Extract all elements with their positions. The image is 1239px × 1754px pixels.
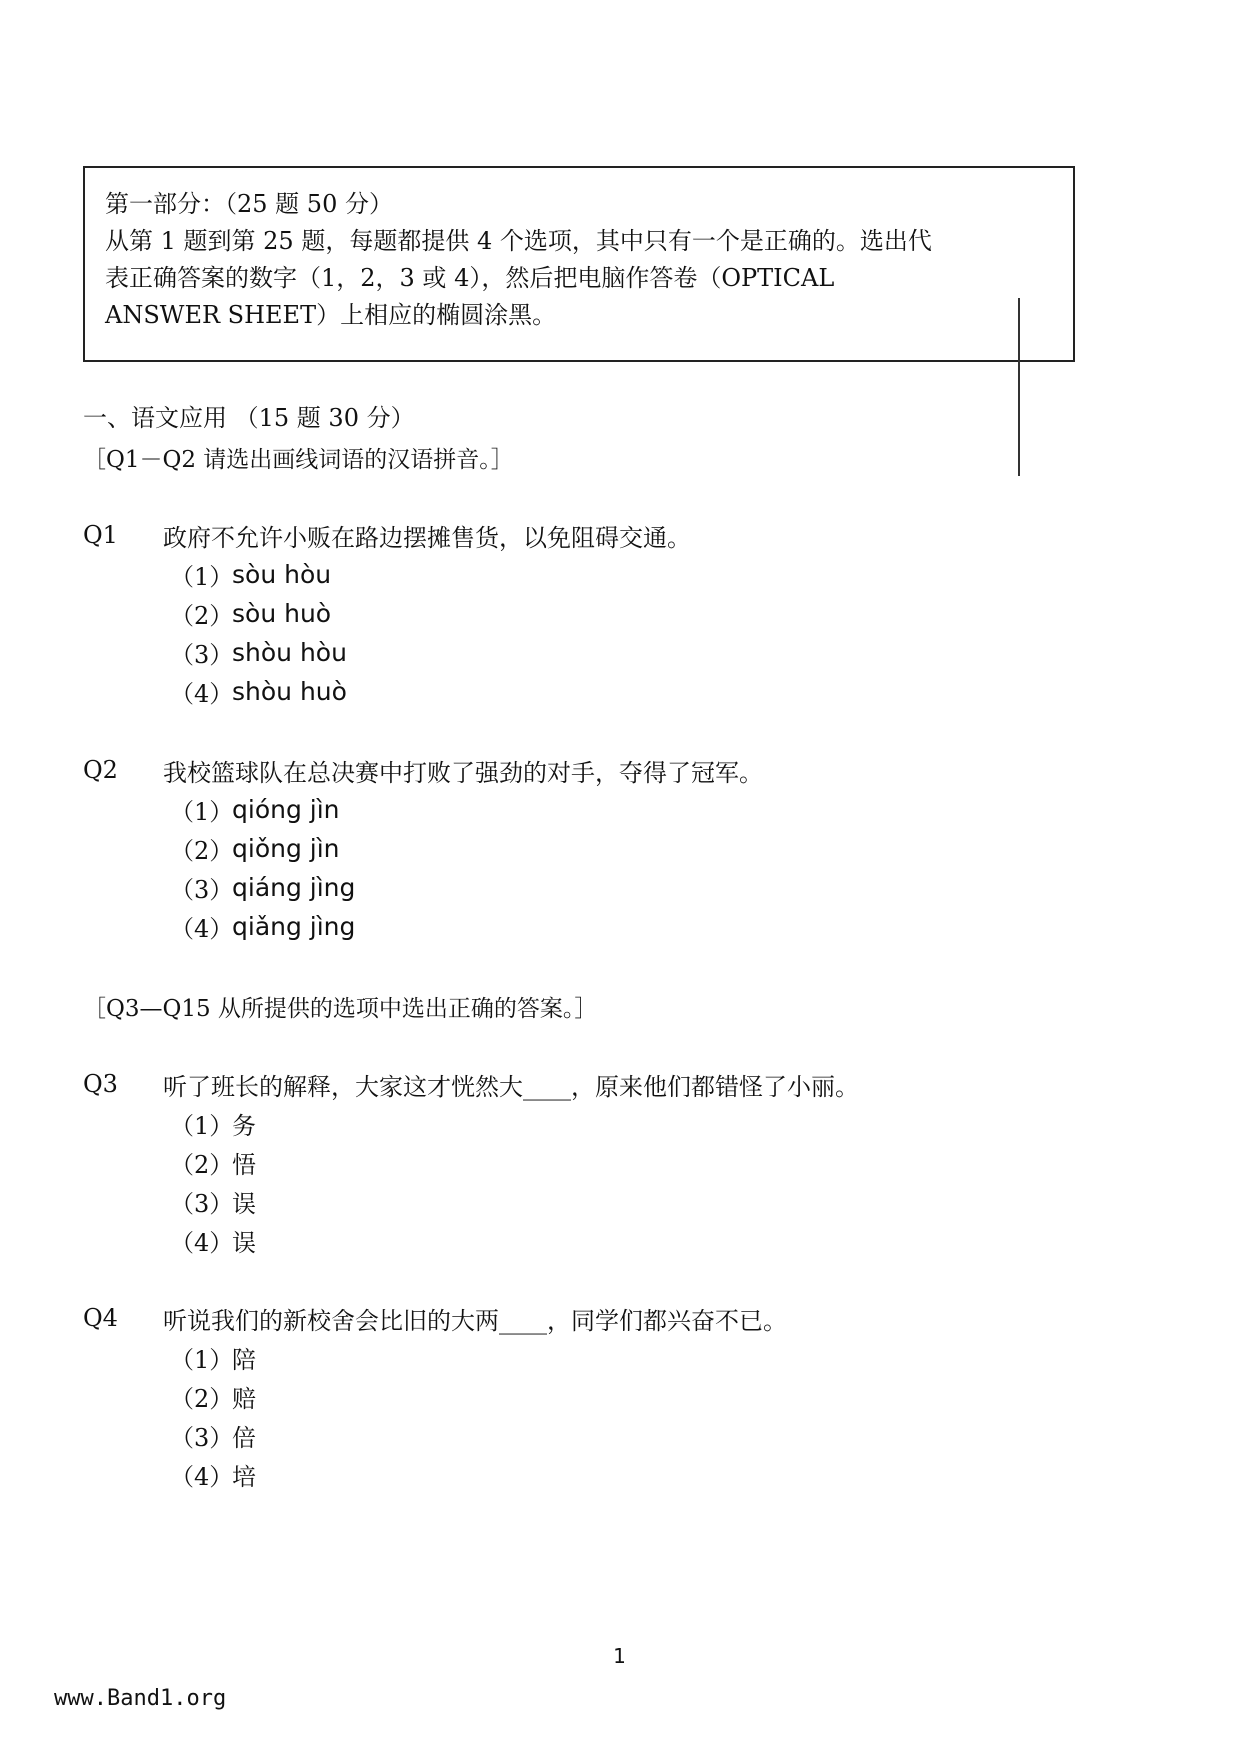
option-number: （1） xyxy=(170,563,234,591)
question-number: Q2 xyxy=(83,756,118,784)
question-text: 我校篮球队在总决赛中打败了强劲的对手，夺得了冠军。 xyxy=(163,758,763,787)
option-text: qiáng jìng xyxy=(232,873,356,902)
question-number: Q1 xyxy=(83,521,118,549)
options-list xyxy=(170,790,763,946)
option xyxy=(170,1455,787,1494)
note-q1-q2: ［Q1－Q2 请选出画线词语的汉语拼音。］ xyxy=(83,447,514,473)
vertical-rule xyxy=(1018,298,1020,476)
instructions-line-2: 表正确答案的数字（1，2，3 或 4），然后把电脑作答卷（OPTICAL xyxy=(105,264,835,292)
option-number: （4） xyxy=(170,680,234,708)
option-text: 误 xyxy=(232,1190,256,1218)
option-text: 培 xyxy=(232,1463,256,1491)
question-q1 xyxy=(83,515,691,711)
option-text: shòu hòu xyxy=(232,638,347,667)
note-q3-q15: ［Q3—Q15 从所提供的选项中选出正确的答案。］ xyxy=(83,996,598,1022)
instructions-line-3: ANSWER SHEET）上相应的椭圆涂黑。 xyxy=(105,301,557,329)
option xyxy=(170,555,691,594)
question-q4 xyxy=(83,1298,787,1494)
option-text: shòu huò xyxy=(232,677,347,706)
option-number: （3） xyxy=(170,1424,234,1452)
section-heading: 一、语文应用 （15 题 30 分） xyxy=(83,404,415,432)
option-number: （2） xyxy=(170,837,234,865)
option xyxy=(170,1104,859,1143)
option-number: （3） xyxy=(170,1190,234,1218)
option-number: （1） xyxy=(170,1346,234,1374)
option-text: sòu hòu xyxy=(232,560,332,589)
options-list xyxy=(170,555,691,711)
option-text: qiǎng jìng xyxy=(232,912,356,941)
question-text: 听了班长的解释，大家这才恍然大____，原来他们都错怪了小丽。 xyxy=(163,1072,859,1101)
option-number: （3） xyxy=(170,641,234,669)
option xyxy=(170,594,691,633)
option xyxy=(170,672,691,711)
option-number: （2） xyxy=(170,602,234,630)
question-text: 听说我们的新校舍会比旧的大两____，同学们都兴奋不已。 xyxy=(163,1306,787,1335)
option xyxy=(170,1338,787,1377)
option xyxy=(170,907,763,946)
option-number: （4） xyxy=(170,1463,234,1491)
option xyxy=(170,1377,787,1416)
option-text: qiǒng jìn xyxy=(232,834,340,863)
option-number: （4） xyxy=(170,1229,234,1257)
option-text: 陪 xyxy=(232,1346,256,1374)
option-number: （4） xyxy=(170,915,234,943)
page-number: 1 xyxy=(613,1644,626,1668)
option xyxy=(170,633,691,672)
option xyxy=(170,790,763,829)
question-q3 xyxy=(83,1064,859,1260)
instructions-line-1: 从第 1 题到第 25 题，每题都提供 4 个选项，其中只有一个是正确的。选出代 xyxy=(105,227,932,255)
question-number: Q4 xyxy=(83,1304,118,1332)
option-text: 赔 xyxy=(232,1385,256,1413)
option xyxy=(170,1182,859,1221)
question-text: 政府不允许小贩在路边摆摊售货，以免阻碍交通。 xyxy=(163,523,691,552)
footer-url: www.Band1.org xyxy=(54,1686,227,1711)
option-text: 倍 xyxy=(232,1424,256,1452)
instructions-title: 第一部分：（25 题 50 分） xyxy=(105,190,393,218)
option xyxy=(170,868,763,907)
options-list xyxy=(170,1338,787,1494)
option-number: （1） xyxy=(170,1112,234,1140)
option-text: 务 xyxy=(232,1112,256,1140)
question-q2 xyxy=(83,750,763,946)
option-number: （2） xyxy=(170,1385,234,1413)
option xyxy=(170,1416,787,1455)
option-text: 误 xyxy=(232,1229,256,1257)
option-text: qióng jìn xyxy=(232,795,340,824)
option-number: （3） xyxy=(170,876,234,904)
option-text: sòu huò xyxy=(232,599,332,628)
option xyxy=(170,1143,859,1182)
option xyxy=(170,829,763,868)
options-list xyxy=(170,1104,859,1260)
option-text: 悟 xyxy=(232,1151,256,1179)
question-number: Q3 xyxy=(83,1070,118,1098)
option xyxy=(170,1221,859,1260)
option-number: （1） xyxy=(170,798,234,826)
instructions-box xyxy=(83,166,1075,362)
option-number: （2） xyxy=(170,1151,234,1179)
